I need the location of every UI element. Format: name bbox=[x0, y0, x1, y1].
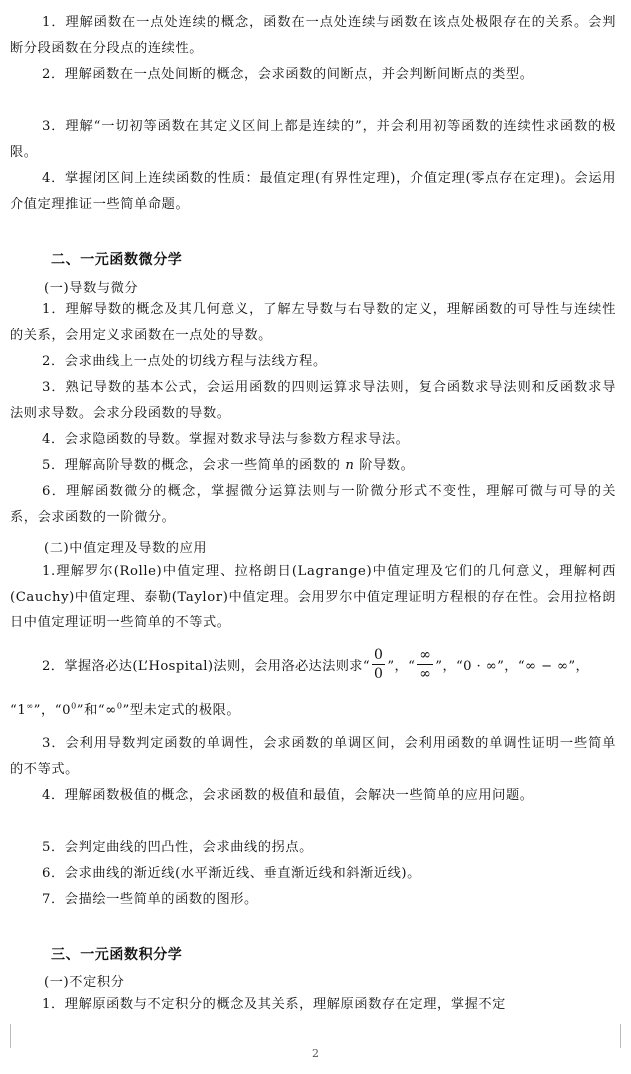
lhospital-mid2: ”，“0 · ∞”，“∞ − ∞”， bbox=[435, 658, 590, 674]
fraction-denominator: ∞ bbox=[419, 665, 432, 682]
paragraph-extrema: 4．理解函数极值的概念，会求函数的极值和最值，会解决一些简单的应用问题。 bbox=[42, 788, 534, 803]
section-heading-differential: 二、一元函数微分学 bbox=[51, 252, 183, 268]
paragraph-discontinuity: 2．理解函数在一点处间断的概念，会求函数的间断点，并会判断间断点的类型。 bbox=[42, 67, 534, 82]
paragraph-lhospital-line1 bbox=[42, 640, 622, 688]
paragraph-lhospital-line2 bbox=[10, 699, 240, 718]
paragraph-higher-derivative bbox=[10, 453, 616, 479]
subsection-mean-value: (二)中值定理及导数的应用 bbox=[44, 541, 208, 556]
superscript: 0 bbox=[116, 701, 123, 711]
subsection-derivative: (一)导数与微分 bbox=[44, 281, 139, 296]
form-tail: ”型未定式的极限。 bbox=[122, 703, 241, 718]
lhospital-pre: 2．掌握洛必达(L’Hospital)法则，会用洛必达法则求“ bbox=[42, 658, 371, 674]
paragraph-derivative-rules: 3．熟记导数的基本公式，会运用函数的四则运算求导法则，复合函数求导法则和反函数求导法则求导数。会求分段函数的导数。 bbox=[10, 380, 616, 421]
paragraph-antiderivative: 1．理解原函数与不定积分的概念及其关系，理解原函数存在定理，掌握不定 bbox=[42, 997, 506, 1012]
paragraph-differential: 6．理解函数微分的概念，掌握微分运算法则与一阶微分形式不变性，理解可微与可导的关系，会求函数的一阶微分。 bbox=[10, 484, 616, 525]
superscript: 0 bbox=[71, 701, 77, 711]
paragraph-monotonicity: 3．会利用导数判定函数的单调性，会求函数的单调区间，会利用函数的单调性证明一些简单的不等式。 bbox=[10, 736, 616, 777]
paragraph-closed-interval: 4．掌握闭区间上连续函数的性质：最值定理(有界性定理)，介值定理(零点存在定理)。会运用介值定理推证一些简单命题。 bbox=[10, 171, 616, 212]
form-inf-zero: ”和“∞ bbox=[76, 703, 117, 718]
form-zero-zero: ”，“0 bbox=[33, 703, 72, 718]
paragraph-concavity: 5．会判定曲线的凹凸性，会求曲线的拐点。 bbox=[42, 840, 313, 855]
subsection-indefinite-integral: (一)不定积分 bbox=[44, 975, 125, 990]
paragraph-asymptotes: 6．会求曲线的渐近线(水平渐近线、垂直渐近线和斜渐近线)。 bbox=[42, 866, 421, 881]
variable-n: n bbox=[345, 458, 355, 473]
page-corner-mark-right bbox=[620, 1024, 631, 1048]
higher-derivative-pre: 5．理解高阶导数的概念，会求一些简单的函数的 bbox=[42, 458, 346, 473]
paragraph-graph-sketching: 7．会描绘一些简单的函数的图形。 bbox=[42, 892, 258, 907]
paragraph-tangent-line: 2．会求曲线上一点处的切线方程与法线方程。 bbox=[42, 354, 327, 369]
page-corner-mark-left bbox=[0, 1024, 11, 1048]
fraction-zero-over-zero bbox=[372, 646, 385, 683]
form-one-inf: “1 bbox=[10, 703, 27, 718]
superscript: ∞ bbox=[26, 701, 34, 711]
paragraph-mean-value-theorems: 1.理解罗尔(Rolle)中值定理、拉格朗日(Lagrange)中值定理及它们的几何意义，理解柯西(Cauchy)中值定理、泰勒(Taylor)中值定理。会用罗尔中值定理证明方程根的存在性。会用拉格朗日中值定理证明一些简单的不等式。 bbox=[10, 564, 616, 630]
paragraph-derivative-concept: 1．理解导数的概念及其几何意义，了解左导数与右导数的定义，理解函数的可导性与连续性的关系，会用定义求函数在一点处的导数。 bbox=[10, 302, 616, 343]
paragraph-elementary-functions: 3．理解“一切初等函数在其定义区间上都是连续的”，并会利用初等函数的连续性求函数的极限。 bbox=[10, 119, 616, 160]
fraction-numerator: 0 bbox=[374, 646, 384, 663]
fraction-denominator: 0 bbox=[374, 665, 384, 682]
lhospital-mid1: ”，“ bbox=[387, 658, 416, 674]
page-number: 2 bbox=[312, 1047, 319, 1060]
fraction-numerator: ∞ bbox=[419, 646, 432, 663]
section-heading-integral: 三、一元函数积分学 bbox=[51, 947, 183, 963]
paragraph-implicit-derivative: 4．会求隐函数的导数。掌握对数求导法与参数方程求导法。 bbox=[42, 432, 410, 447]
higher-derivative-post: 阶导数。 bbox=[354, 458, 415, 473]
paragraph-continuity: 1．理解函数在一点处连续的概念，函数在一点处连续与函数在该点处极限存在的关系。会判断分段函数在分段点的连续性。 bbox=[10, 15, 616, 56]
fraction-inf-over-inf bbox=[417, 646, 433, 683]
